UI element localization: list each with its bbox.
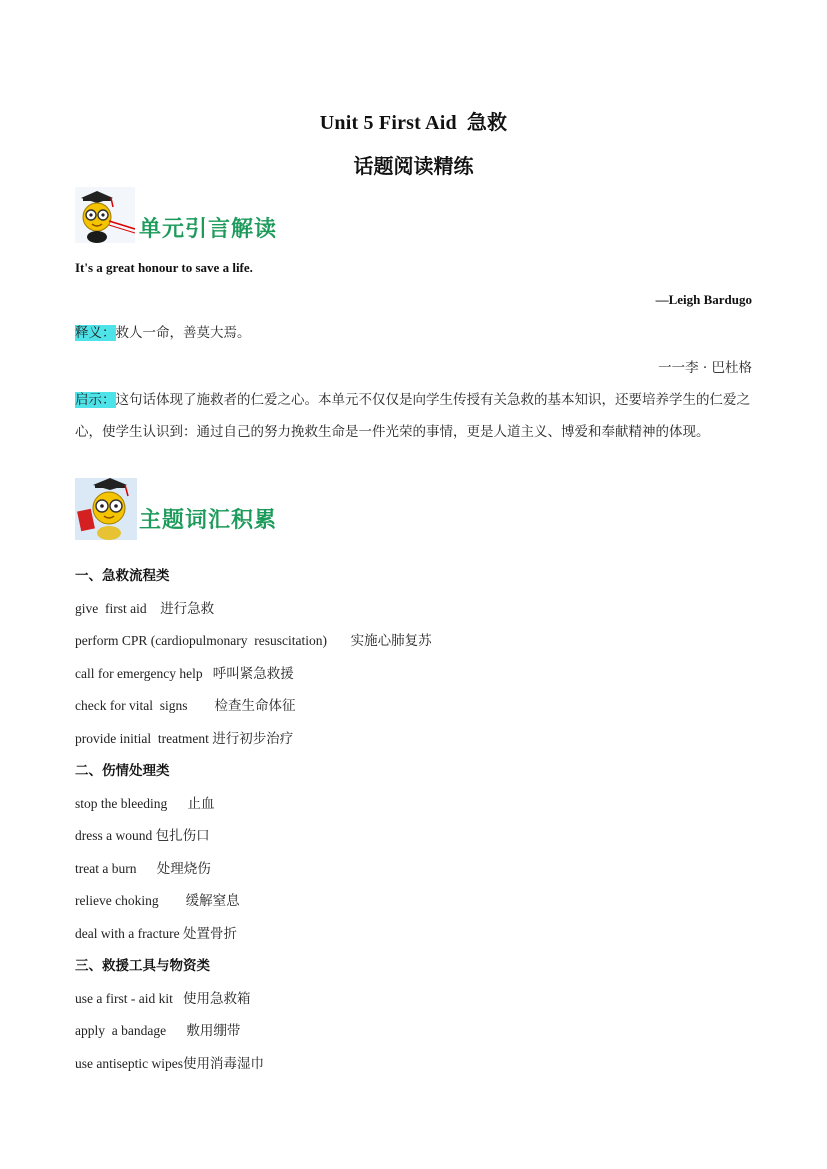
section-heading-quote xyxy=(75,187,277,247)
vocab-item: relieve choking 缓解窒息 xyxy=(75,893,240,909)
page-title xyxy=(0,106,827,135)
quote-author-chinese: 一一李 · 巴杜格 xyxy=(658,360,752,376)
vocab-item: treat a burn 处理烧伤 xyxy=(75,861,211,877)
vocab-item: use antiseptic wipes使用消毒湿巾 xyxy=(75,1056,264,1072)
section-title-vocabulary: 主题词汇积累 xyxy=(139,508,278,533)
reading-mascot-icon xyxy=(75,478,135,538)
vocab-item: apply a bandage 敷用绷带 xyxy=(75,1023,241,1039)
vocab-item: stop the bleeding 止血 xyxy=(75,796,215,812)
vocab-item: perform CPR (cardiopulmonary resuscitation) 实施心肺复苏 xyxy=(75,633,432,649)
english-quote: It's a great honour to save a life. xyxy=(75,260,253,275)
vocab-item: dress a wound 包扎伤口 xyxy=(75,828,210,844)
category-heading: 二、伤情处理类 xyxy=(75,763,170,779)
vocab-item: deal with a fracture 处置骨折 xyxy=(75,926,237,942)
scholar-mascot-icon xyxy=(75,187,135,247)
vocab-item: give first aid 进行急救 xyxy=(75,601,215,617)
title-english: Unit 5 First Aid xyxy=(319,112,457,134)
section-title-quote: 单元引言解读 xyxy=(139,217,278,242)
vocab-item: check for vital signs 检查生命体征 xyxy=(75,698,296,714)
section-heading-vocabulary xyxy=(75,478,277,538)
category-heading: 三、救援工具与物资类 xyxy=(75,958,210,974)
category-heading: 一、急救流程类 xyxy=(75,568,170,584)
title-chinese: 急救 xyxy=(466,110,508,134)
vocab-item: call for emergency help 呼叫紧急救援 xyxy=(75,666,294,682)
page-subtitle: 话题阅读精练 xyxy=(353,154,474,178)
insight-paragraph xyxy=(75,384,755,448)
insight-label: 启示： xyxy=(75,392,116,408)
meaning-label: 释义： xyxy=(75,325,116,341)
insight-text: 这句话体现了施救者的仁爱之心。本单元不仅仅是向学生传授有关急救的基本知识，还要培养学生的仁爱之心，使学生认识到：通过自己的努力挽救生命是一件光荣的事情，更是人道主义、博爱和奉献精神的体现。 xyxy=(75,392,750,440)
vocab-item: use a first - aid kit 使用急救箱 xyxy=(75,991,251,1007)
quote-author: —Leigh Bardugo xyxy=(655,292,752,307)
vocab-item: provide initial treatment 进行初步治疗 xyxy=(75,731,294,747)
meaning-line xyxy=(75,321,251,341)
meaning-text: 救人一命，善莫大焉。 xyxy=(115,325,251,341)
